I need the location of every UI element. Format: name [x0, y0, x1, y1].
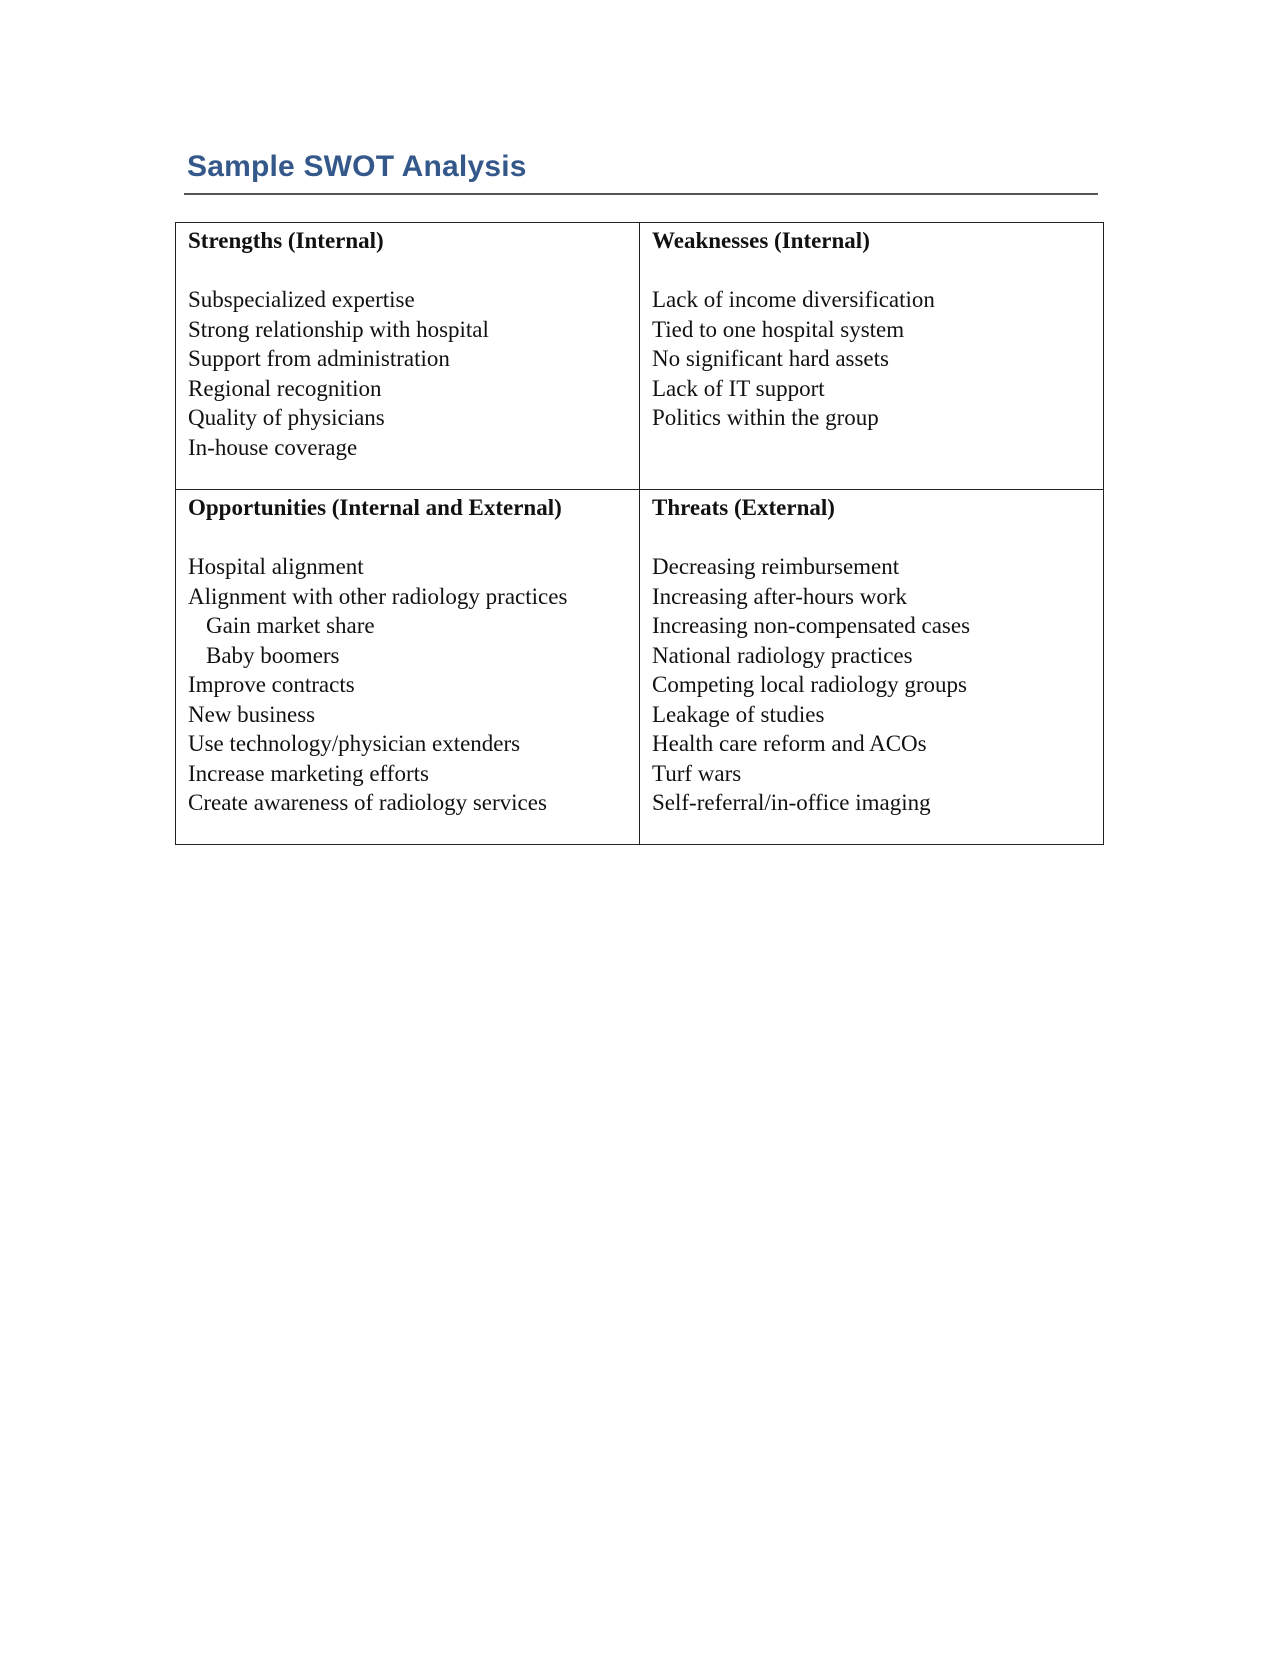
swot-table: [175, 222, 1104, 845]
threats-item: Leakage of studies: [652, 701, 825, 727]
weaknesses-cell: [640, 223, 1104, 490]
weaknesses-item: Politics within the group: [652, 405, 879, 430]
opportunities-heading: Opportunities (Internal and External): [188, 495, 562, 520]
threats-item: Decreasing reimbursement: [652, 554, 900, 579]
strengths-item: Support from administration: [188, 346, 450, 371]
page-title: Sample SWOT Analysis: [187, 150, 527, 183]
opportunities-cell: [176, 490, 640, 845]
threats-cell: [640, 490, 1104, 845]
threats-heading: Threats (External): [652, 495, 835, 520]
weaknesses-item: Tied to one hospital system: [652, 316, 905, 342]
threats-item: Turf wars: [652, 760, 742, 786]
strengths-item: Strong relationship with hospital: [188, 316, 489, 342]
threats-item: Increasing non-compensated cases: [652, 613, 971, 638]
strengths-heading: Strengths (Internal): [188, 228, 384, 253]
threats-item: Competing local radiology groups: [652, 672, 967, 697]
weaknesses-heading: Weaknesses (Internal): [652, 228, 870, 253]
threats-item: National radiology practices: [652, 642, 913, 668]
title-underline: [184, 193, 1098, 195]
strengths-item: Regional recognition: [188, 375, 382, 401]
opportunities-subitem: Baby boomers: [206, 642, 340, 668]
opportunities-subitem: Gain market share: [206, 613, 375, 638]
strengths-item: In-house coverage: [188, 434, 358, 460]
threats-item: Increasing after-hours work: [652, 583, 907, 609]
strengths-cell: [176, 223, 640, 490]
strengths-item: Subspecialized expertise: [188, 287, 415, 312]
opportunities-item: Increase marketing efforts: [188, 760, 429, 786]
weaknesses-item: Lack of IT support: [652, 375, 825, 401]
opportunities-item: Use technology/physician extenders: [188, 731, 521, 756]
opportunities-item: Hospital alignment: [188, 554, 364, 579]
opportunities-item: Improve contracts: [188, 672, 355, 697]
strengths-item: Quality of physicians: [188, 405, 385, 430]
threats-item: Self-referral/in-office imaging: [652, 790, 931, 815]
weaknesses-item: Lack of income diversification: [652, 287, 935, 312]
weaknesses-item: No significant hard assets: [652, 346, 889, 371]
opportunities-item: New business: [188, 701, 316, 727]
threats-item: Health care reform and ACOs: [652, 731, 927, 756]
opportunities-item: Create awareness of radiology services: [188, 790, 547, 815]
opportunities-item: Alignment with other radiology practices: [188, 583, 568, 609]
